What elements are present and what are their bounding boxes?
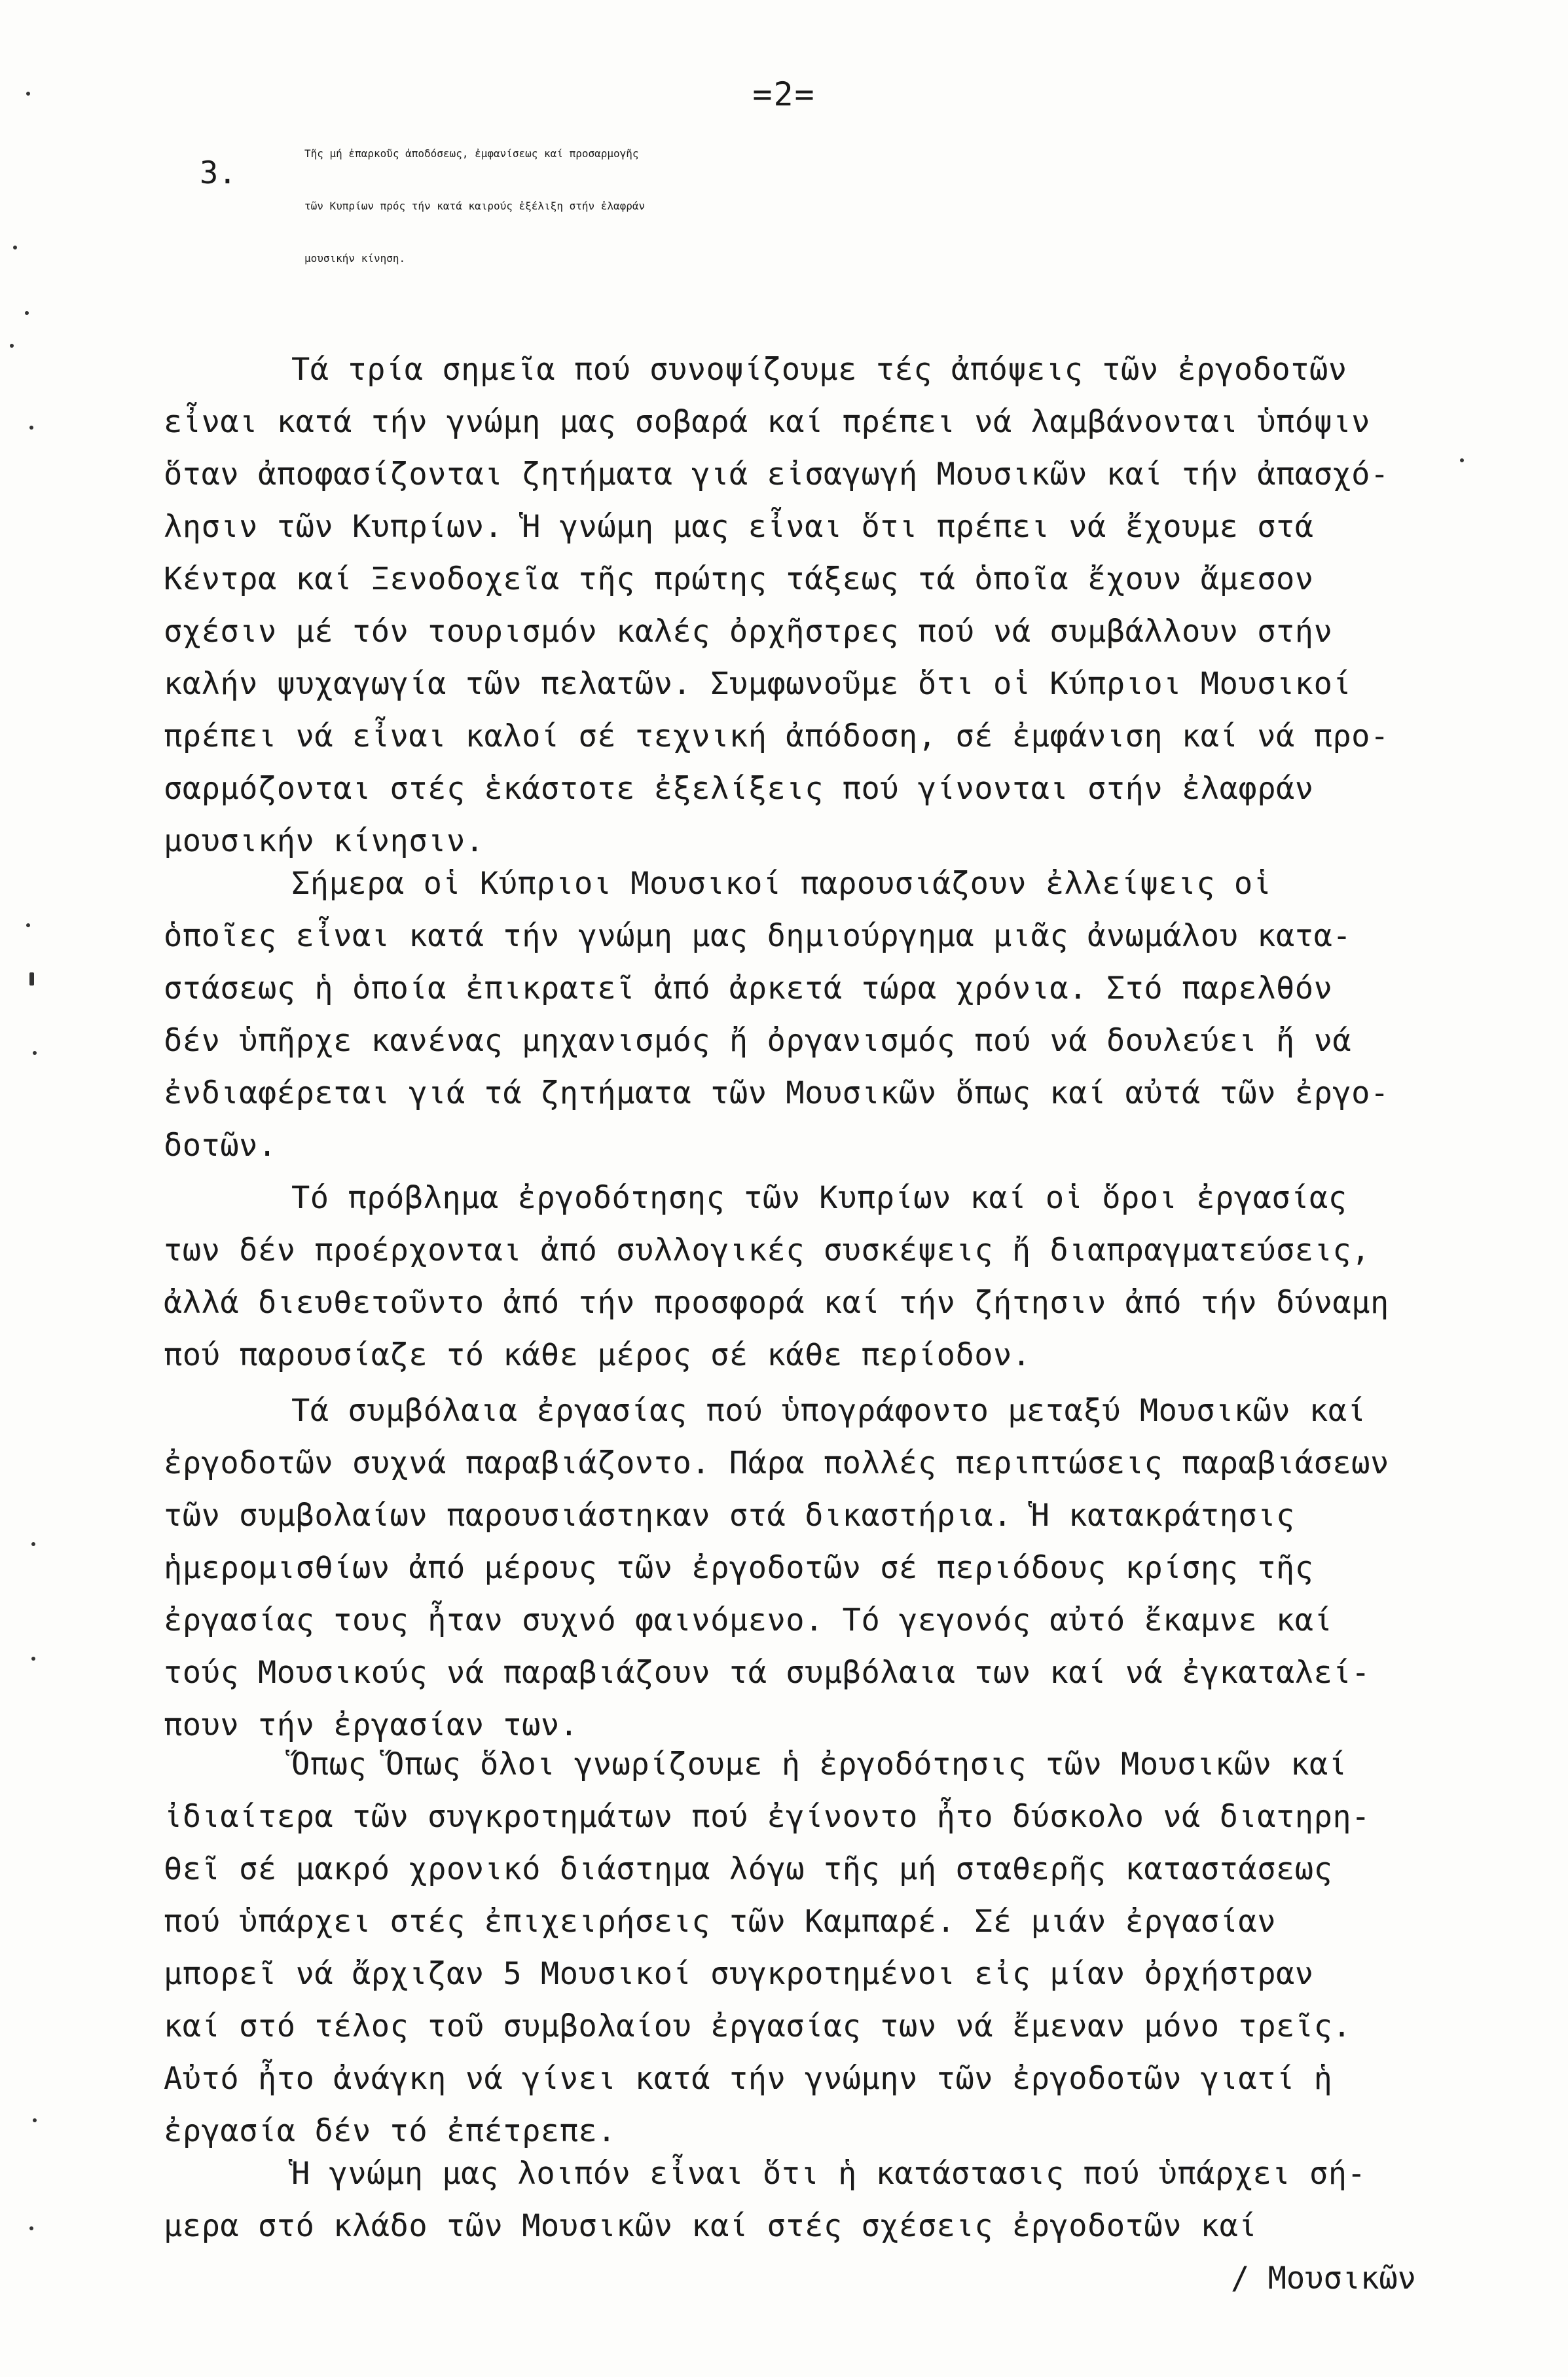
- margin-speck: [1460, 458, 1464, 462]
- margin-speck: [10, 344, 14, 348]
- text-line: σχέσιν μέ τόν τουρισμόν καλές ὀρχῆστρες πού νά συμβάλλουν στήν: [164, 614, 1333, 650]
- text-line: εἶναι κατά τήν γνώμη μας σοβαρά καί πρέπει νά λαμβάνονται ὑπόψιν: [164, 404, 1370, 440]
- text-line: δοτῶν.: [164, 1128, 277, 1164]
- text-line: μουσικήν κίνησιν.: [164, 823, 484, 859]
- text-line: των δέν προέρχονται ἀπό συλλογικές συσκέψεις ἤ διαπραγματεύσεις,: [164, 1232, 1370, 1268]
- text-line: ἰδιαίτερα τῶν συγκροτημάτων πού ἐγίνοντο ἦτο δύσκολο νά διατηρη-: [164, 1799, 1370, 1835]
- text-line: τῶν Κυπρίων πρός τήν κατά καιρούς ἐξέλιξη στήν ἐλαφράν: [304, 200, 646, 212]
- text-line: δέν ὑπῆρχε κανένας μηχανισμός ἤ ὀργανισμός πού νά δουλεύει ἤ νά: [164, 1023, 1352, 1059]
- text-line: Τῆς μή ἐπαρκοῦς ἀποδόσεως, ἐμφανίσεως καί προσαρμογῆς: [304, 147, 639, 160]
- continuation-catchword: / Μουσικῶν: [1231, 2260, 1416, 2296]
- text-line: Κέντρα καί Ξενοδοχεῖα τῆς πρώτης τάξεως τά ὁποῖα ἔχουν ἄμεσον: [164, 561, 1314, 597]
- list-item-number: 3.: [200, 155, 237, 191]
- paragraph-4: [164, 1385, 1506, 1752]
- text-line: στάσεως ἡ ὁποία ἐπικρατεῖ ἀπό ἀρκετά τώρα χρόνια. Στό παρελθόν: [164, 970, 1333, 1006]
- paragraph-6: [164, 2148, 1506, 2253]
- text-line: ἐργασίας τους ἦταν συχνό φαινόμενο. Τό γεγονός αὐτό ἔκαμνε καί: [164, 1602, 1333, 1638]
- paragraph-5: [164, 1739, 1506, 2158]
- text-line: Ὅπως Ὅπως ὅλοι γνωρίζουμε ἡ ἐργοδότησις τῶν Μουσικῶν καί: [291, 1746, 1347, 1782]
- margin-speck: [26, 923, 30, 927]
- text-line: ὁποῖες εἶναι κατά τήν γνώμη μας δημιούργημα μιᾶς ἀνωμάλου κατα-: [164, 918, 1352, 954]
- margin-speck: [31, 1542, 35, 1546]
- text-line: μουσικήν κίνηση.: [304, 252, 406, 265]
- text-line: μερα στό κλάδο τῶν Μουσικῶν καί στές σχέσεις ἐργοδοτῶν καί: [164, 2208, 1258, 2244]
- text-line: ἀλλά διευθετοῦντο ἀπό τήν προσφορά καί τήν ζήτησιν ἀπό τήν δύναμη: [164, 1285, 1389, 1321]
- margin-speck: [33, 2118, 37, 2122]
- margin-speck: [26, 92, 30, 96]
- text-line: ἐργασία δέν τό ἐπέτρεπε.: [164, 2113, 617, 2149]
- text-line: καλήν ψυχαγωγία τῶν πελατῶν. Συμφωνοῦμε ὅτι οἱ Κύπριοι Μουσικοί: [164, 666, 1352, 702]
- margin-speck: [25, 311, 29, 315]
- text-line: Ἡ γνώμη μας λοιπόν εἶναι ὅτι ἡ κατάστασις πού ὑπάρχει σή-: [291, 2156, 1366, 2192]
- page-number: =2=: [752, 75, 816, 113]
- text-line: ὅταν ἀποφασίζονται ζητήματα γιά εἰσαγωγή Μουσικῶν καί τήν ἀπασχό-: [164, 456, 1389, 492]
- text-line: ἐργοδοτῶν συχνά παραβιάζοντο. Πάρα πολλές περιπτώσεις παραβιάσεων: [164, 1445, 1389, 1481]
- text-line: πρέπει νά εἶναι καλοί σέ τεχνική ἀπόδοση, σέ ἐμφάνιση καί νά προ-: [164, 718, 1389, 754]
- text-line: μπορεῖ νά ἄρχιζαν 5 Μουσικοί συγκροτημένοι εἰς μίαν ὀρχήστραν: [164, 1956, 1314, 1992]
- text-line: ἐνδιαφέρεται γιά τά ζητήματα τῶν Μουσικῶν ὅπως καί αὐτά τῶν ἐργο-: [164, 1075, 1389, 1111]
- text-line: Τά συμβόλαια ἐργασίας πού ὑπογράφοντο μεταξύ Μουσικῶν καί: [291, 1393, 1366, 1429]
- paragraph-2: [164, 858, 1506, 1172]
- text-line: Αὐτό ἦτο ἀνάγκη νά γίνει κατά τήν γνώμην τῶν ἐργοδοτῶν γιατί ἡ: [164, 2061, 1333, 2097]
- margin-speck: [29, 426, 33, 430]
- text-line: θεῖ σέ μακρό χρονικό διάστημα λόγω τῆς μή σταθερῆς καταστάσεως: [164, 1851, 1333, 1887]
- paragraph-3: [164, 1172, 1506, 1382]
- text-line: πού παρουσίαζε τό κάθε μέρος σέ κάθε περίοδον.: [164, 1337, 1031, 1373]
- margin-speck: [13, 246, 17, 249]
- text-line: ἡμερομισθίων ἀπό μέρους τῶν ἐργοδοτῶν σέ περιόδους κρίσης τῆς: [164, 1550, 1314, 1586]
- list-item-text: [304, 147, 1503, 304]
- text-line: πουν τήν ἐργασίαν των.: [164, 1707, 579, 1743]
- text-line: Τό πρόβλημα ἐργοδότησης τῶν Κυπρίων καί οἱ ὅροι ἐργασίας: [291, 1180, 1347, 1216]
- margin-speck: [29, 972, 34, 986]
- text-line: καί στό τέλος τοῦ συμβολαίου ἐργασίας των νά ἔμεναν μόνο τρεῖς.: [164, 2008, 1352, 2044]
- margin-speck: [29, 2226, 33, 2230]
- margin-speck: [31, 1657, 35, 1661]
- text-line: σαρμόζονται στές ἑκάστοτε ἐξελίξεις πού γίνονται στήν ἐλαφράν: [164, 771, 1314, 807]
- paragraph-1: [164, 344, 1506, 868]
- text-line: λησιν τῶν Κυπρίων. Ἡ γνώμη μας εἶναι ὅτι πρέπει νά ἔχουμε στά: [164, 509, 1314, 545]
- margin-speck: [33, 1051, 37, 1055]
- text-line: τούς Μουσικούς νά παραβιάζουν τά συμβόλαια των καί νά ἐγκαταλεί-: [164, 1655, 1370, 1691]
- text-line: τῶν συμβολαίων παρουσιάστηκαν στά δικαστήρια. Ἡ κατακράτησις: [164, 1498, 1295, 1534]
- text-line: πού ὑπάρχει στές ἐπιχειρήσεις τῶν Καμπαρέ. Σέ μιάν ἐργασίαν: [164, 1904, 1276, 1940]
- text-line: Τά τρία σημεῖα πού συνοψίζουμε τές ἀπόψεις τῶν ἐργοδοτῶν: [291, 352, 1347, 388]
- text-line: Σήμερα οἱ Κύπριοι Μουσικοί παρουσιάζουν ἐλλείψεις οἱ: [291, 866, 1272, 902]
